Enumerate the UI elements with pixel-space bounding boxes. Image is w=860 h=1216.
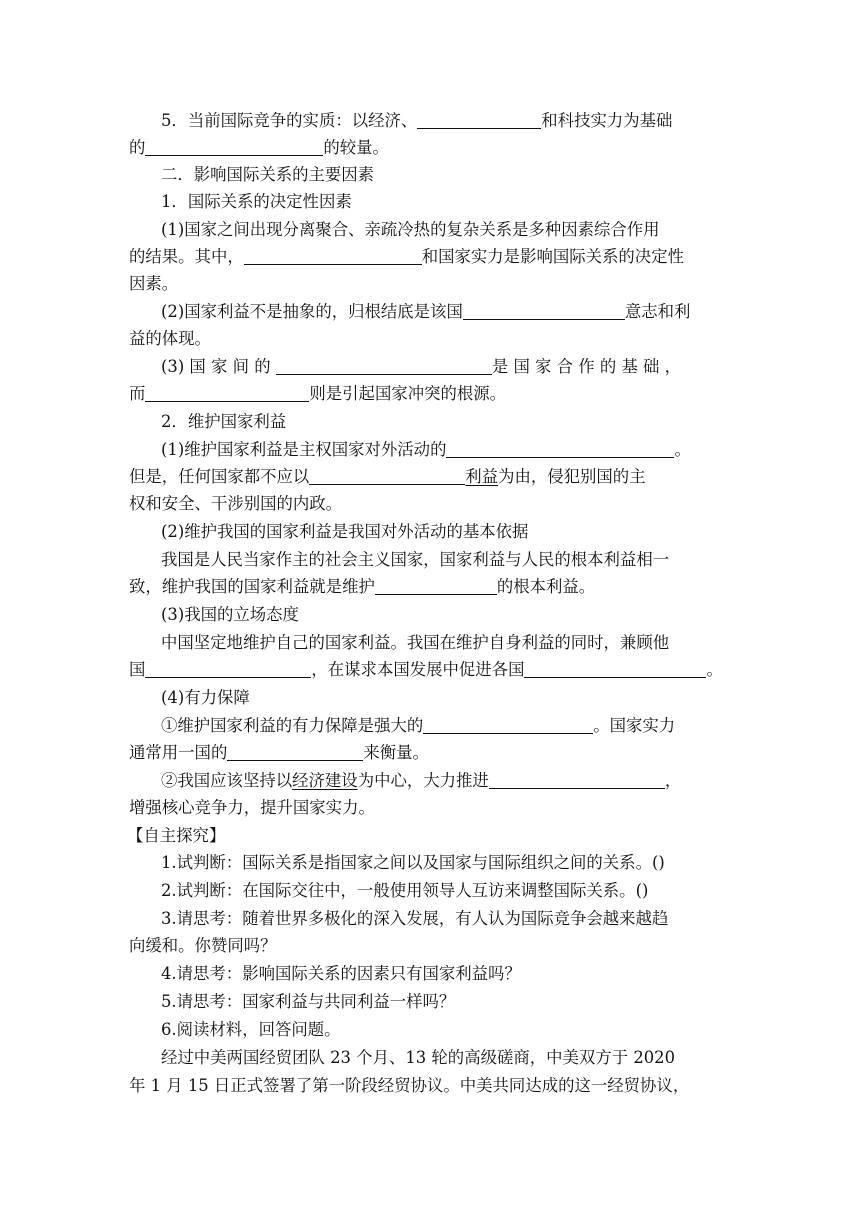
- text: 1.试判断：国际关系是指国家之间以及国家与国际组织之间的关系。(): [161, 853, 665, 872]
- para-1-line-1: [161, 217, 731, 243]
- blank-7: [446, 439, 674, 458]
- para-1-line-2: [129, 244, 731, 270]
- para-4-line-3: [129, 491, 731, 517]
- text: (4)有力保障: [161, 688, 250, 707]
- text: 5.请思考：国家利益与共同利益一样吗？: [161, 992, 456, 1011]
- text: ，在谋求本国发展中促进各国: [311, 660, 525, 679]
- text: 和国家实力是影响国际关系的决定性: [421, 247, 684, 266]
- text: 但是，任何国家都不应以: [129, 467, 310, 486]
- para-4-line-2: [129, 464, 731, 490]
- subheading-2: [161, 409, 731, 435]
- text: 2.试判断：在国际交往中，一般使用领导人互访来调整国际关系。(): [161, 881, 649, 900]
- text: (2)国家利益不是抽象的，归根结底是该国: [161, 302, 463, 321]
- text: 通常用一国的: [129, 743, 228, 762]
- text: 和科技实力为基础: [541, 111, 673, 130]
- text: 来衡量。: [363, 743, 429, 762]
- text: 因素。: [129, 274, 179, 293]
- text: 经过中美两国经贸团队 23 个月、13 轮的高级磋商，中美双方于 2020: [161, 1048, 676, 1067]
- para-6-line-2: [129, 657, 731, 683]
- blank-6: [145, 383, 309, 402]
- text: 意志和利: [624, 302, 691, 321]
- text: 2．维护国家利益: [161, 412, 287, 431]
- text: (2)维护我国的国家利益是我国对外活动的基本依据: [161, 522, 529, 541]
- blank-5: [276, 356, 492, 375]
- text: 致，维护我国的国家利益就是维护: [129, 577, 375, 596]
- text: 。国家实力: [593, 716, 676, 735]
- text: (1)国家之间出现分离聚合、亲疏冷热的复杂关系是多种因素综合作用: [161, 220, 660, 239]
- para-5-line-1: [161, 547, 731, 573]
- text: 中国坚定地维护自己的国家利益。我国在维护自身利益的同时，兼顾他: [161, 633, 670, 652]
- text: (3)我国的立场态度: [161, 605, 299, 624]
- para-1-line-3: [129, 271, 731, 297]
- text: 而: [129, 384, 146, 403]
- text: 的根本利益。: [496, 577, 596, 596]
- text: 为由，侵犯别国的主: [498, 467, 646, 486]
- text: 是 国 家 合 作 的 基 础 ，: [491, 357, 682, 376]
- section-heading-inquiry: [127, 823, 729, 849]
- text: 我国是人民当家作主的社会主义国家，国家利益与人民的根本利益相一: [161, 550, 670, 569]
- section-heading-2: [161, 162, 731, 188]
- text: 二．影响国际关系的主要因素: [161, 165, 375, 184]
- material-line-2: [129, 1073, 731, 1099]
- text: 4.请思考：影响国际关系的因素只有国家利益吗？: [161, 964, 521, 983]
- text: 。: [674, 440, 691, 459]
- text: 的结果。其中，: [129, 247, 244, 266]
- underlined-text: 经济建设: [292, 771, 358, 790]
- text: 年 1 月 15 日正式签署了第一阶段经贸协议。中美共同达成的这一经贸协议，: [129, 1076, 690, 1095]
- text: 【自主探究】: [127, 826, 226, 845]
- question-5: [161, 989, 731, 1015]
- question-1: [161, 850, 731, 876]
- blank-4: [463, 301, 625, 320]
- text: 3.请思考：随着世界多极化的深入发展，有人认为国际竞争会越来越趋: [161, 909, 669, 928]
- para-8-line-2: [129, 795, 731, 821]
- underlined-text: 利益: [465, 467, 499, 486]
- blank-3: [244, 246, 422, 265]
- question-3-line-2: [129, 933, 731, 959]
- text: ①维护国家利益的有力保障是强大的: [161, 716, 424, 735]
- subheading-1: [161, 189, 731, 215]
- text: 的: [129, 138, 146, 157]
- item-5-line-2: [129, 135, 731, 161]
- text: ②我国应该坚持以: [161, 771, 293, 790]
- text: 增强核心竞争力，提升国家实力。: [129, 798, 375, 817]
- blank-12: [423, 715, 593, 734]
- blank-11: [524, 659, 706, 678]
- para-7-line-1: [161, 713, 731, 739]
- blank-2: [145, 137, 323, 156]
- para-4-line-1: [161, 437, 731, 463]
- para-2-line-1: [161, 299, 731, 325]
- text: ，: [664, 771, 682, 790]
- para-8-line-1: [161, 768, 731, 794]
- text: 益的体现。: [129, 329, 211, 348]
- text: (1)维护国家利益是主权国家对外活动的: [161, 440, 447, 459]
- text: 的较量。: [323, 138, 389, 157]
- blank-14: [489, 770, 665, 789]
- blank-8: [309, 466, 465, 485]
- para-7-line-2: [129, 740, 731, 766]
- item-5-line: [161, 108, 731, 134]
- para-2-line-2: [129, 326, 731, 352]
- question-2: [161, 878, 731, 904]
- text: (3) 国 家 间 的: [161, 357, 271, 376]
- text: 。: [706, 660, 723, 679]
- text: 6.阅读材料，回答问题。: [161, 1020, 341, 1039]
- para-6-heading: [161, 602, 731, 628]
- para-5-line-2: [129, 574, 731, 600]
- text: 向缓和。你赞同吗？: [129, 936, 277, 955]
- text: 1．国际关系的决定性因素: [161, 192, 352, 211]
- text: 为中心，大力推进: [357, 771, 489, 790]
- para-7-heading: [161, 685, 731, 711]
- blank-10: [145, 659, 311, 678]
- blank-1: [417, 110, 541, 129]
- text: 5．当前国际竞争的实质：以经济、: [161, 111, 418, 130]
- text: 则是引起国家冲突的根源。: [309, 384, 507, 403]
- para-6-line-1: [161, 630, 731, 656]
- question-4: [161, 961, 731, 987]
- para-5-heading: [161, 519, 731, 545]
- text: 权和安全、干涉别国的内政。: [129, 494, 343, 513]
- question-6: [161, 1017, 731, 1043]
- para-3-line-1: [161, 354, 731, 380]
- material-line-1: [161, 1045, 731, 1071]
- blank-13: [227, 742, 363, 761]
- question-3-line-1: [161, 906, 731, 932]
- text: 国: [129, 660, 146, 679]
- blank-9: [375, 576, 497, 595]
- para-3-line-2: [129, 381, 731, 407]
